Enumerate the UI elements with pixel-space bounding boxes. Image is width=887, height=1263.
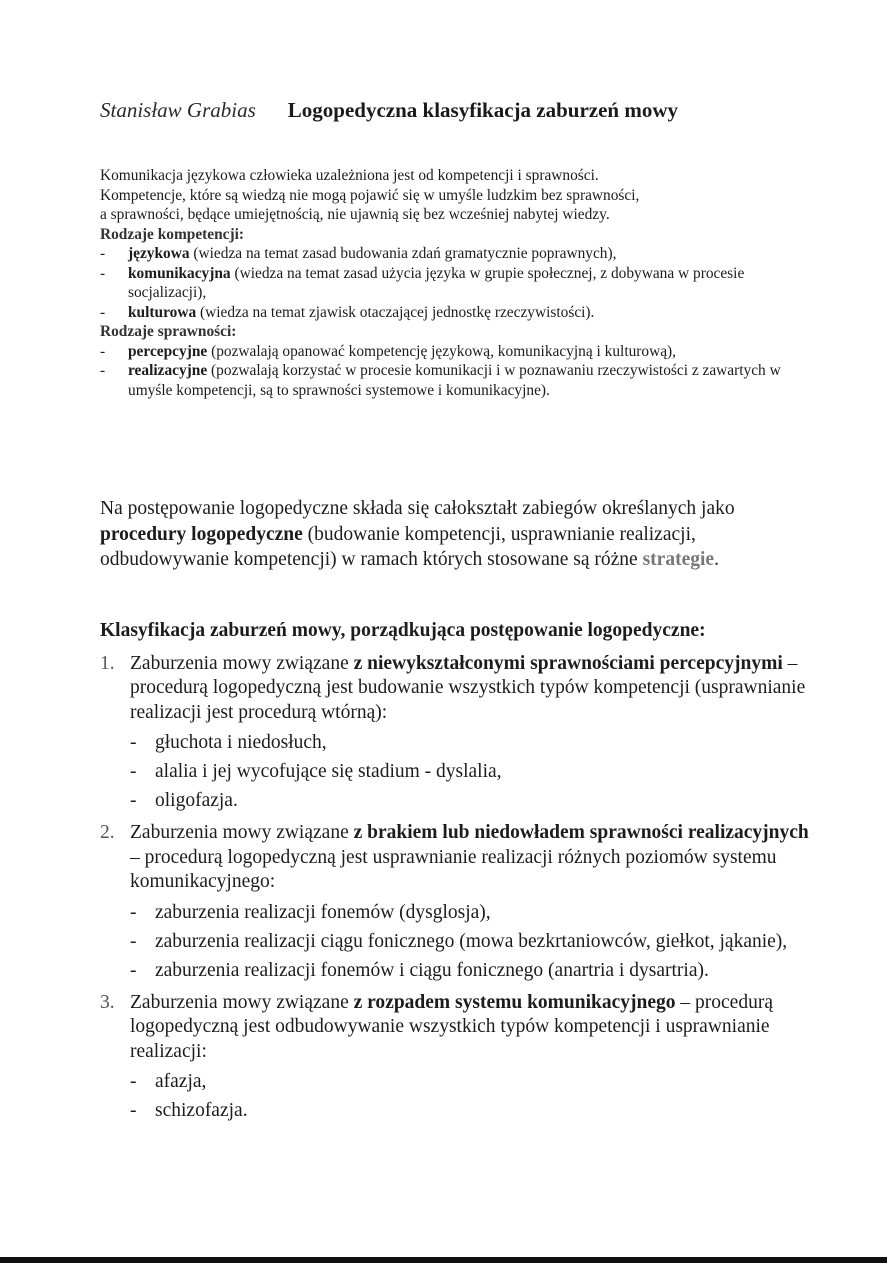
entry-subitem	[130, 760, 820, 783]
competences-heading-text: Rodzaje kompetencji:	[100, 225, 245, 243]
competence-term: kulturowa	[128, 303, 197, 321]
list-dash: -	[130, 790, 137, 811]
skills-heading	[100, 322, 800, 342]
subitem-text: alalia i jej wycofujące się stadium - dyslalia,	[155, 761, 502, 782]
skill-item	[100, 342, 800, 362]
competence-term: komunikacyjna	[128, 264, 231, 282]
list-dash: -	[100, 342, 106, 360]
skill-item	[100, 361, 800, 400]
subitem-text: głuchota i niedosłuch,	[155, 732, 327, 753]
entry-post: – procedurą logopedyczną jest budowanie wszystkich typów kompetencji (usprawnianie realizacji jest procedurą wtórną):	[130, 652, 806, 723]
competence-desc: (wiedza na temat zjawisk otaczającej jednostkę rzeczywistości).	[196, 303, 595, 321]
competence-term: językowa	[128, 245, 190, 262]
entry-body	[130, 991, 820, 1065]
entry-pre: Zaburzenia mowy związane	[130, 991, 354, 1013]
list-dash: -	[130, 732, 137, 753]
entry-subitem	[130, 901, 820, 924]
entry-subitem	[130, 930, 820, 953]
entry-body	[130, 821, 820, 895]
entry-number: 3.	[100, 991, 115, 1013]
list-dash: -	[100, 245, 106, 262]
list-dash: -	[100, 303, 106, 321]
entry-subitem	[130, 1070, 820, 1093]
competence-item	[100, 244, 800, 264]
subitem-text: schizofazja.	[155, 1100, 248, 1121]
entry-post: – procedurą logopedyczną jest odbudowywanie wszystkich typów kompetencji i usprawnianie realizacji:	[130, 991, 773, 1062]
classification-entry	[100, 821, 820, 982]
skills-heading-text: Rodzaje sprawności:	[100, 323, 237, 340]
skill-term: realizacyjne	[128, 362, 208, 379]
list-dash: -	[130, 1100, 137, 1121]
list-dash: -	[100, 264, 106, 282]
entry-bold: z rozpadem systemu komunikacyjnego	[353, 991, 676, 1013]
subitem-text: afazja,	[155, 1071, 207, 1092]
intro-line: Komunikacja językowa człowieka uzależniona jest od kompetencji i sprawności.	[100, 167, 599, 184]
list-dash: -	[130, 1071, 137, 1092]
subitem-text: oligofazja.	[155, 790, 238, 811]
competence-item	[100, 303, 800, 323]
procedures-end: .	[714, 549, 719, 570]
list-dash: -	[100, 362, 106, 379]
entry-bold: z brakiem lub niedowładem sprawności realizacyjnych	[353, 822, 809, 843]
entry-number: 1.	[100, 652, 115, 674]
entry-body	[130, 652, 820, 726]
skill-term: percepcyjne	[128, 342, 208, 360]
list-dash: -	[130, 901, 137, 923]
subitem-text: zaburzenia realizacji fonemów i ciągu fonicznego (anartria i dysartria).	[155, 959, 709, 981]
author-name: Stanisław Grabias	[100, 98, 256, 122]
entry-post: – procedurą logopedyczną jest usprawnianie realizacji różnych poziomów systemu komunikacyjnego:	[130, 846, 777, 892]
classification-entry	[100, 652, 820, 813]
competence-item	[100, 264, 800, 303]
subitem-text: zaburzenia realizacji ciągu fonicznego (mowa bezkrtaniowców, giełkot, jąkanie),	[155, 930, 788, 952]
intro-line: Kompetencje, które są wiedzą nie mogą pojawić się w umyśle ludzkim bez sprawności,	[100, 186, 640, 204]
entry-number: 2.	[100, 822, 115, 843]
list-dash: -	[130, 930, 137, 952]
entry-subitem	[130, 789, 820, 812]
procedures-paragraph	[100, 496, 790, 573]
entry-subitem	[130, 1099, 820, 1122]
classification-section	[100, 619, 820, 1131]
intro-line: a sprawności, będące umiejętnością, nie ujawnią się bez wcześniej nabytej wiedzy.	[100, 206, 610, 223]
document-title: Logopedyczna klasyfikacja zaburzeń mowy	[287, 98, 679, 122]
classification-heading: Klasyfikacja zaburzeń mowy, porządkująca postępowanie logopedyczne:	[100, 620, 706, 641]
procedures-bold: procedury logopedyczne	[100, 523, 303, 545]
procedures-part2: (budowanie kompetencji, usprawnianie realizacji, odbudowywanie kompetencji) w ramach których stosowane są różne	[100, 523, 696, 570]
skill-desc: (pozwalają korzystać w procesie komunikacji i w poznawaniu rzeczywistości z zawartych w umyśle kompetencji, są to sprawności systemowe i komunikacyjne).	[128, 362, 781, 399]
strategies-word: strategie	[642, 549, 715, 570]
competence-desc: (wiedza na temat zasad budowania zdań gramatycznie poprawnych),	[189, 245, 617, 262]
skill-desc: (pozwalają opanować kompetencję językową, komunikacyjną i kulturową),	[207, 342, 677, 360]
entry-subitem	[130, 959, 820, 982]
entry-subitem	[130, 731, 820, 754]
list-dash: -	[130, 959, 137, 981]
procedures-text	[100, 496, 790, 573]
competences-heading	[100, 225, 800, 245]
procedures-part1: Na postępowanie logopedyczne składa się całokształt zabiegów określanych jako	[100, 498, 735, 519]
entry-bold: z niewykształconymi sprawnościami percepcyjnymi	[353, 652, 783, 674]
document-header	[100, 98, 678, 123]
classification-entry	[100, 991, 820, 1123]
entry-pre: Zaburzenia mowy związane	[130, 652, 354, 674]
scan-edge-bar	[0, 1257, 887, 1263]
entry-pre: Zaburzenia mowy związane	[130, 822, 354, 843]
intro-section	[100, 166, 800, 400]
competence-desc: (wiedza na temat zasad użycia języka w grupie społecznej, z dobywana w procesie socjalizacji),	[128, 264, 745, 301]
subitem-text: zaburzenia realizacji fonemów (dysglosja),	[155, 901, 491, 923]
list-dash: -	[130, 761, 137, 782]
